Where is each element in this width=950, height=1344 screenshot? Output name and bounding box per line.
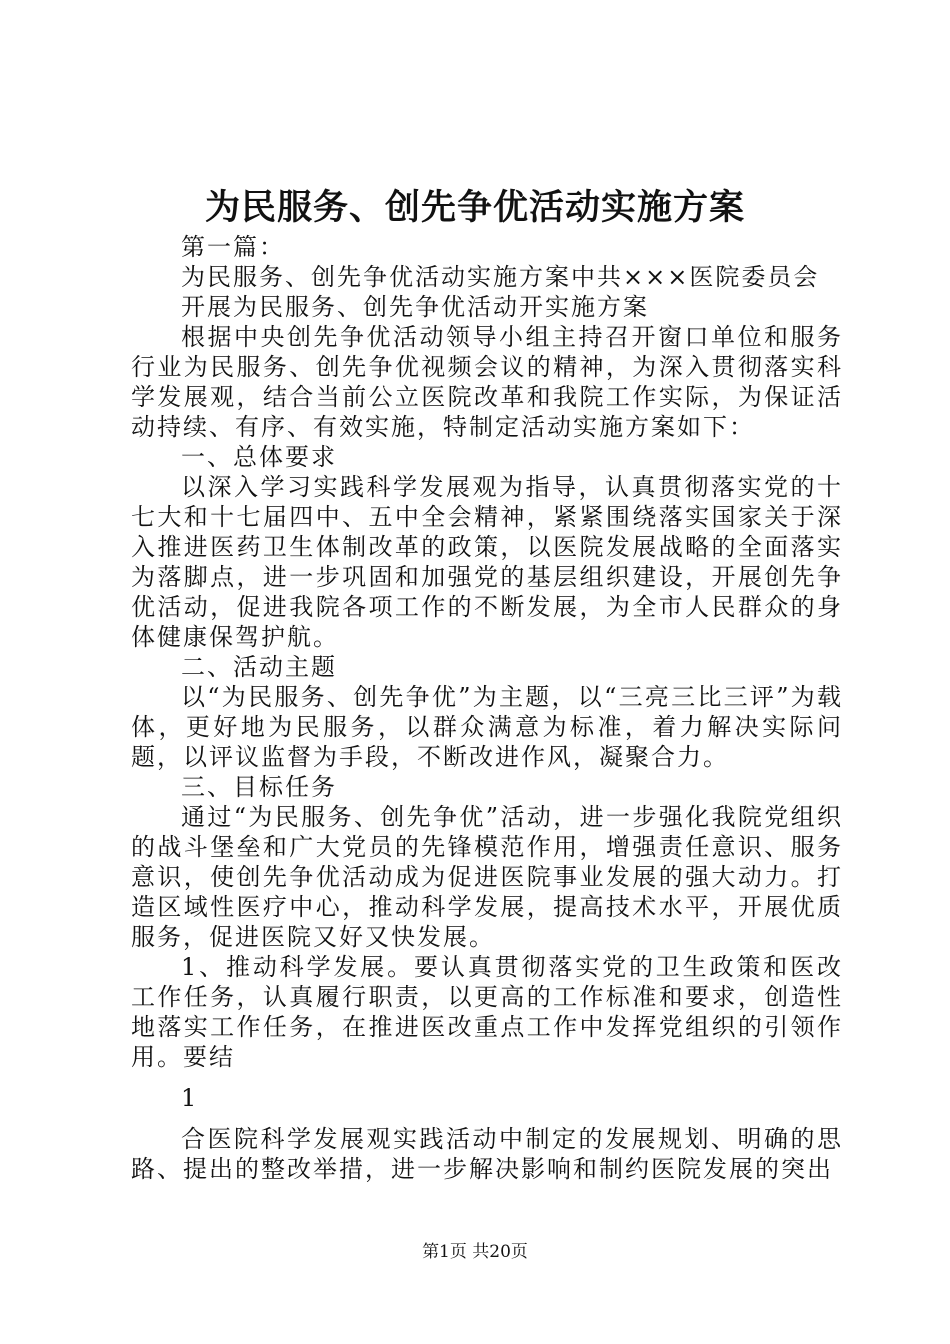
section-heading: 二、活动主题 [181, 653, 337, 681]
section-heading: 三、目标任务 [181, 773, 337, 801]
body-paragraph: 以深入学习实践科学发展观为指导，认真贯彻落实党的十七大和十七届四中、五中全会精神，紧紧围绕落实国家关于深入推进医药卫生体制改革的政策，以医院发展战略的全面落实为落脚点，进一步巩固和加强党的基层组织建设，开展创先争优活动，促进我院各项工作的不断发展，为全市人民群众的身体健康保驾护航。 [131, 473, 843, 651]
section-heading: 一、总体要求 [181, 443, 337, 471]
body-paragraph: 根据中央创先争优活动领导小组主持召开窗口单位和服务行业为民服务、创先争优视频会议的精神，为深入贯彻落实科学发展观，结合当前公立医院改革和我院工作实际，为保证活动持续、有序、有效实施，特制定活动实施方案如下： [131, 323, 843, 441]
body-paragraph: 以“为民服务、创先争优”为主题，以“三亮三比三评”为载体，更好地为民服务，以群众满意为标准，着力解决实际问题，以评议监督为手段，不断改进作风，凝聚合力。 [131, 683, 843, 771]
body-paragraph: 通过“为民服务、创先争优”活动，进一步强化我院党组织的战斗堡垒和广大党员的先锋模范作用，增强责任意识、服务意识，使创先争优活动成为促进医院事业发展的强大动力。打造区域性医疗中心，推动科学发展，提高技术水平，开展优质服务，促进医院又好又快发展。 [131, 803, 843, 951]
body-paragraph: 合医院科学发展观实践活动中制定的发展规划、明确的思路、提出的整改举措，进一步解决影响和制约医院发展的突出 [131, 1125, 843, 1183]
document-title: 为民服务、创先争优活动实施方案 [204, 187, 745, 228]
section-heading: 第一篇： [181, 233, 285, 261]
inline-page-number: 1 [181, 1084, 199, 1112]
body-paragraph: 1、推动科学发展。要认真贯彻落实党的卫生政策和医改工作任务，认真履行职责，以更高的工作标准和要求，创造性地落实工作任务，在推进医改重点工作中发挥党组织的引领作用。要结 [131, 953, 843, 1071]
page-footer: 第1页 共20页 [422, 1242, 528, 1262]
subtitle-line: 开展为民服务、创先争优活动开实施方案 [181, 293, 649, 321]
document-body [131, 232, 843, 1184]
subtitle-line: 为民服务、创先争优活动实施方案中共×××医院委员会 [181, 263, 820, 291]
